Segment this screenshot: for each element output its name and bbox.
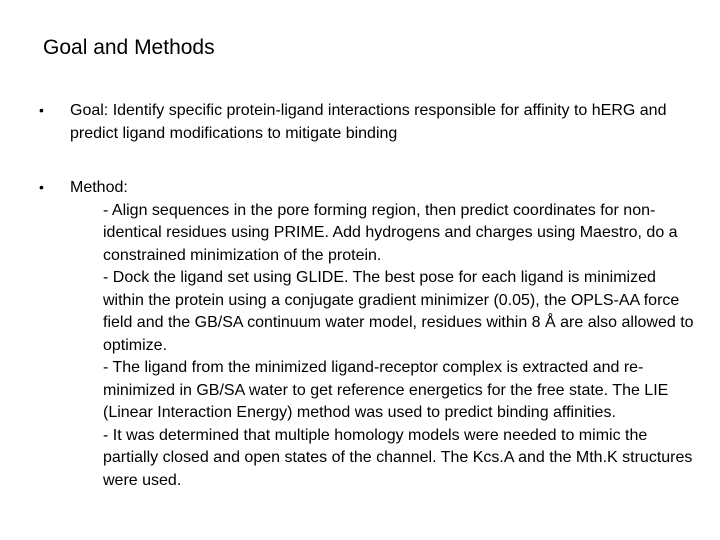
- method-block: [70, 177, 700, 492]
- goal-text: Goal: Identify specific protein-ligand interactions responsible for affinity to hERG and predict ligand modifications to mitigate binding: [70, 102, 667, 142]
- method-step-align: - Align sequences in the pore forming region, then predict coordinates for non-identical residues using PRIME. Add hydrogens and charges using Maestro, do a constrained minimization of the protein.: [103, 201, 678, 264]
- method-step-homology: - It was determined that multiple homology models were needed to mimic the partially closed and open states of the channel. The Kcs.A and the Mth.K structures were used.: [103, 426, 693, 489]
- method-step-dock: - Dock the ligand set using GLIDE. The best pose for each ligand is minimized within the protein using a conjugate gradient minimizer (0.05), the OPLS-AA force field and the GB/SA continuum water model, residues within 8 Å are also allowed to optimize.: [103, 269, 694, 354]
- bullet-dot-icon: •: [39, 179, 44, 195]
- bullet-dot-icon: •: [39, 102, 44, 118]
- method-step-reminimize: - The ligand from the minimized ligand-receptor complex is extracted and re-minimized in GB/SA water to get reference energetics for the free state. The LIE (Linear Interaction Energy) method was used to predict binding affinities.: [103, 359, 669, 421]
- method-heading: Method:: [70, 179, 128, 196]
- slide-title: Goal and Methods: [43, 36, 215, 59]
